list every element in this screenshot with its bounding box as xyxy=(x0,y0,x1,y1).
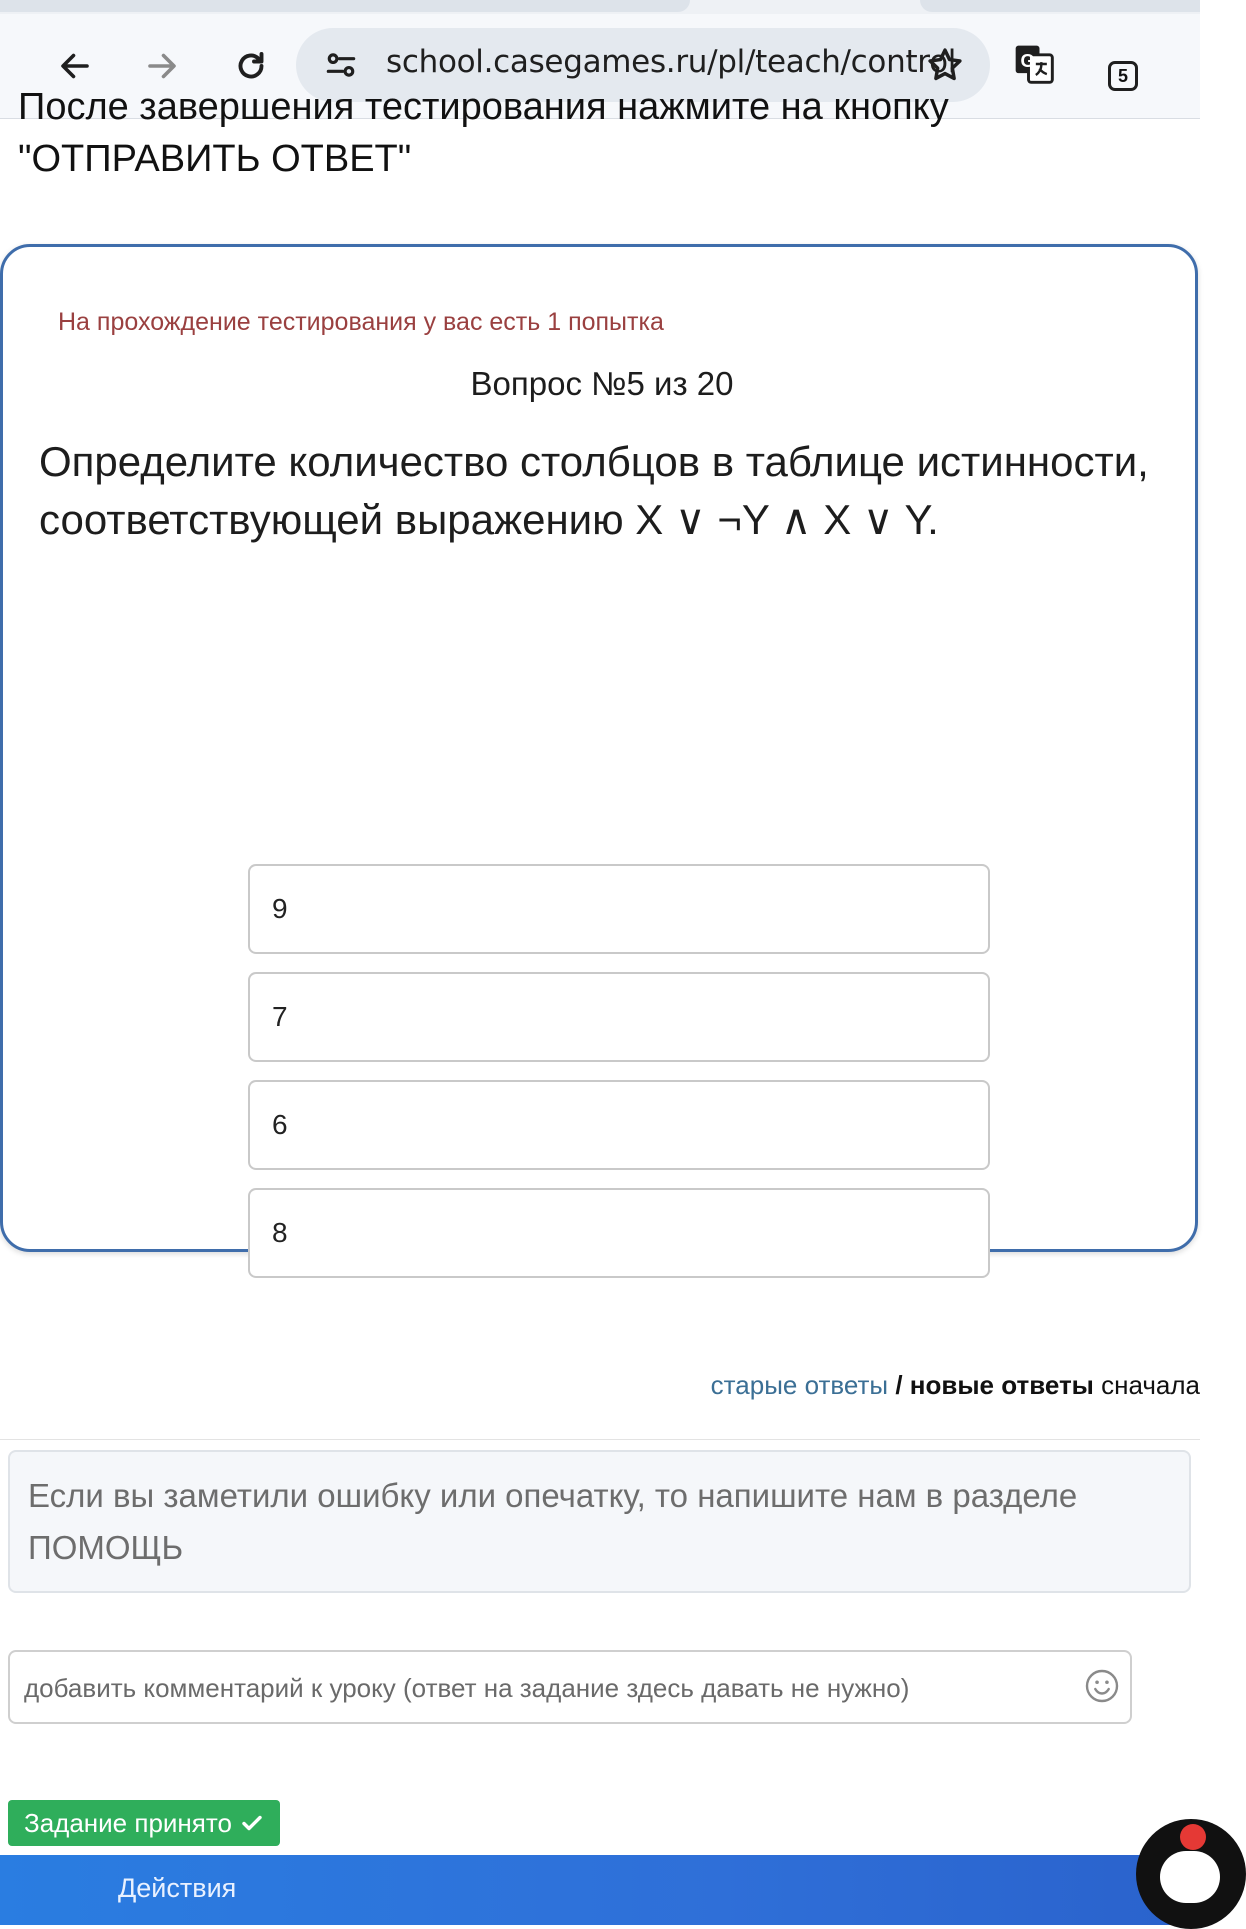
old-answers-link[interactable]: старые ответы xyxy=(710,1370,889,1400)
answer-option[interactable]: 6 xyxy=(248,1080,990,1170)
answer-option[interactable]: 8 xyxy=(248,1188,990,1278)
notification-dot xyxy=(1180,1824,1206,1850)
tab-switcher-button[interactable]: 5 xyxy=(1108,61,1138,91)
google-translate-icon xyxy=(1012,42,1056,86)
task-accepted-badge[interactable] xyxy=(8,1800,280,1846)
tab-inactive-right[interactable] xyxy=(920,0,1200,12)
quiz-card xyxy=(0,244,1198,1252)
answer-option[interactable]: 9 xyxy=(248,864,990,954)
error-report-notice: Если вы заметили ошибку или опечатку, то напишите нам в разделе ПОМОЩЬ xyxy=(8,1450,1191,1593)
comment-box[interactable] xyxy=(8,1650,1132,1724)
reload-icon xyxy=(233,48,269,84)
instruction-line-1: После завершения тестирования нажмите на кнопку xyxy=(18,86,949,128)
svg-text:G: G xyxy=(1020,49,1035,71)
tab-inactive-left[interactable] xyxy=(0,0,690,12)
sort-separator: / xyxy=(888,1370,910,1400)
task-accepted-label: Задание принято xyxy=(24,1807,232,1838)
smiley-icon[interactable] xyxy=(1084,1668,1120,1704)
tune-icon[interactable] xyxy=(322,46,360,84)
instruction-line-2: "ОТПРАВИТЬ ОТВЕТ" xyxy=(18,138,412,180)
question-text: Определите количество столбцов в таблице истинности, соответствующей выражению X ∨ ¬Y ∧ X ∨ Y. xyxy=(39,438,1149,543)
checkmark-icon xyxy=(240,1811,264,1835)
actions-bar[interactable] xyxy=(0,1855,1200,1925)
instruction-text xyxy=(18,81,949,185)
new-answers-link[interactable]: новые ответы xyxy=(909,1370,1094,1400)
divider xyxy=(0,1439,1200,1440)
chat-icon xyxy=(1160,1851,1220,1903)
translate-button[interactable] xyxy=(1012,42,1056,86)
page-content xyxy=(0,86,1200,1920)
attempts-notice: На прохождение тестирования у вас есть 1 попытка xyxy=(58,308,664,336)
comments-sort xyxy=(711,1370,1200,1401)
comment-input[interactable] xyxy=(22,1662,1066,1714)
tab-strip xyxy=(0,0,1200,14)
answer-option[interactable]: 7 xyxy=(248,972,990,1062)
arrow-left-icon xyxy=(57,48,93,84)
url-text[interactable]: school.casegames.ru/pl/teach/control xyxy=(386,44,957,80)
actions-label: Действия xyxy=(118,1873,237,1903)
star-icon[interactable] xyxy=(924,44,966,86)
sort-suffix: сначала xyxy=(1093,1370,1200,1400)
question-number: Вопрос №5 из 20 xyxy=(470,365,734,402)
arrow-right-icon xyxy=(144,48,180,84)
